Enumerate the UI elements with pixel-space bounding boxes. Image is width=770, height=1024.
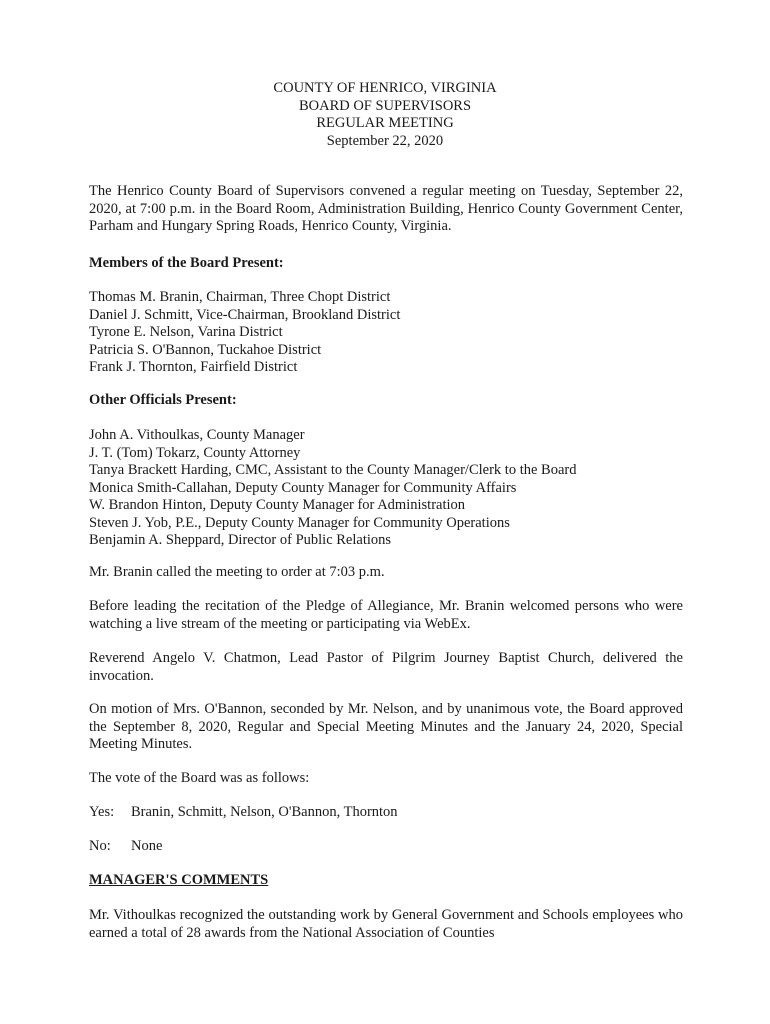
vote-no-label: No: [89, 838, 111, 854]
header-county: COUNTY OF HENRICO, VIRGINIA [273, 80, 497, 96]
vote-yes-value: Branin, Schmitt, Nelson, O'Bannon, Thornton [131, 804, 398, 820]
official-item: Monica Smith-Callahan, Deputy County Manager for Community Affairs [89, 479, 517, 496]
officials-list [89, 427, 683, 550]
intro-paragraph: The Henrico County Board of Supervisors convened a regular meeting on Tuesday, September 22, 2020, at 7:00 p.m. in the Board Room, Administration Building, Henrico County Government Center, Parham and Hungary Spring Roads, Henrico County, Virginia. [89, 183, 683, 234]
header-board: BOARD OF SUPERVISORS [298, 97, 472, 114]
official-item: J. T. (Tom) Tokarz, County Attorney [89, 444, 301, 461]
document-header [0, 80, 770, 150]
managers-comments-paragraph: Mr. Vithoulkas recognized the outstanding work by General Government and Schools employees who earned a total of 28 awards from the National Association of Counties [89, 907, 683, 941]
vote-yes-row [89, 804, 683, 822]
header-date: September 22, 2020 [326, 132, 444, 149]
officials-heading: Other Officials Present: [89, 392, 237, 408]
call-to-order-paragraph: Mr. Branin called the meeting to order at 7:03 p.m. [89, 564, 385, 580]
official-item: W. Brandon Hinton, Deputy County Manager for Administration [89, 497, 466, 513]
member-item: Patricia S. O'Bannon, Tuckahoe District [89, 341, 322, 358]
official-item: Steven J. Yob, P.E., Deputy County Manager for Community Operations [89, 514, 510, 531]
invocation-paragraph: Reverend Angelo V. Chatmon, Lead Pastor of Pilgrim Journey Baptist Church, delivered the invocation. [89, 650, 683, 684]
vote-no-row [89, 838, 683, 856]
official-item: John A. Vithoulkas, County Manager [89, 427, 305, 443]
managers-comments-heading: MANAGER'S COMMENTS [89, 872, 269, 888]
member-item: Thomas M. Branin, Chairman, Three Chopt District [89, 289, 391, 305]
official-item: Benjamin A. Sheppard, Director of Public Relations [89, 532, 392, 548]
members-list [89, 289, 683, 377]
vote-yes-label: Yes: [89, 804, 115, 820]
members-heading: Members of the Board Present: [89, 255, 284, 271]
pledge-paragraph: Before leading the recitation of the Pledge of Allegiance, Mr. Branin welcomed persons who were watching a live stream of the meeting or participating via WebEx. [89, 598, 683, 632]
vote-no-value: None [131, 838, 163, 854]
minutes-paragraph: On motion of Mrs. O'Bannon, seconded by Mr. Nelson, and by unanimous vote, the Board approved the September 8, 2020, Regular and Special Meeting Minutes and the January 24, 2020, Special Meeting Minutes. [89, 701, 683, 752]
member-item: Daniel J. Schmitt, Vice-Chairman, Brookland District [89, 306, 401, 323]
member-item: Frank J. Thornton, Fairfield District [89, 359, 298, 375]
member-item: Tyrone E. Nelson, Varina District [89, 324, 283, 340]
official-item: Tanya Brackett Harding, CMC, Assistant to the County Manager/Clerk to the Board [89, 462, 577, 478]
vote-intro: The vote of the Board was as follows: [89, 770, 310, 786]
header-meeting-type: REGULAR MEETING [316, 115, 454, 131]
